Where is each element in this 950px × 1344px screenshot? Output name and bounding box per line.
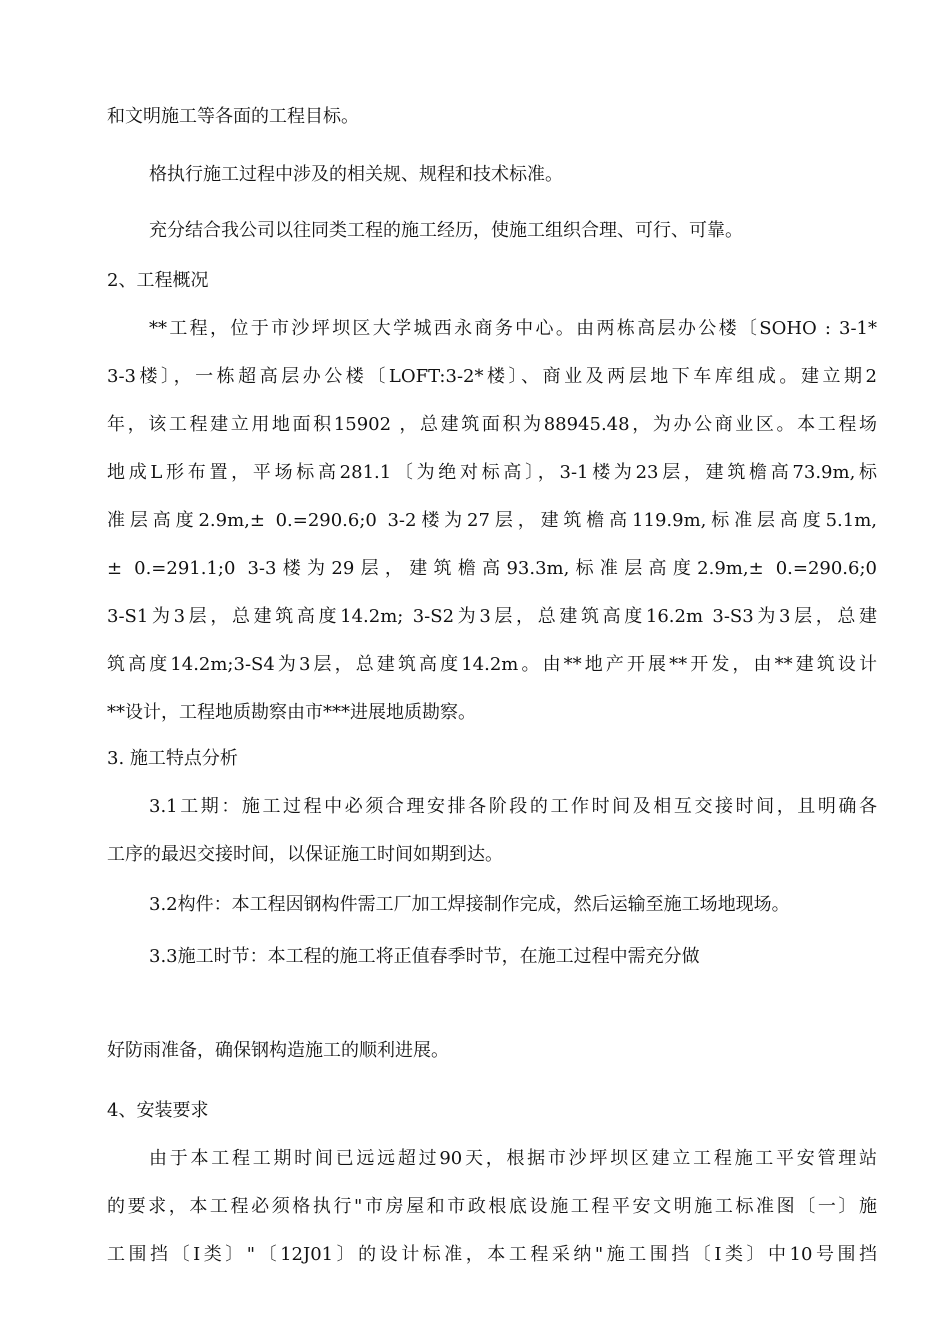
text-line: 筑高度14.2m;3-S4为3层，总建筑高度14.2m。由**地产开展**开发，由**建筑设计 xyxy=(107,654,877,675)
text-line: 充分结合我公司以往同类工程的施工经历，使施工组织合理、可行、可靠。 xyxy=(149,220,743,241)
text-line: 格执行施工过程中涉及的相关规、规程和技术标准。 xyxy=(149,164,563,185)
text-line: 准层高度2.9m,± 0.=290.6;0 3-2楼为27层，建筑檐高119.9m,标准层高度5.1m, xyxy=(107,510,877,531)
text-line: 由于本工程工期时间已远远超过90天，根据市沙坪坝区建立工程施工平安管理站 xyxy=(149,1148,877,1169)
section-heading: 2、工程概况 xyxy=(107,270,209,291)
text-line: 年，该工程建立用地面积15902 ，总建筑面积为88945.48，为办公商业区。本工程场 xyxy=(107,414,877,435)
text-line: 工序的最迟交接时间，以保证施工时间如期到达。 xyxy=(107,844,503,865)
text-line: 3-S1为3层，总建筑高度14.2m; 3-S2为3层，总建筑高度16.2m 3-S3为3层，总建 xyxy=(107,606,877,627)
text-line: 3.1工期：施工过程中必须合理安排各阶段的工作时间及相互交接时间，且明确各 xyxy=(149,796,877,817)
text-line: 好防雨准备，确保钢构造施工的顺利进展。 xyxy=(107,1040,449,1061)
text-line: 3.3施工时节：本工程的施工将正值春季时节，在施工过程中需充分做 xyxy=(149,946,700,967)
text-line: 3.2构件：本工程因钢构件需工厂加工焊接制作完成，然后运输至施工场地现场。 xyxy=(149,894,790,915)
text-line: 地成L形布置，平场标高281.1〔为绝对标高〕，3-1楼为23层，建筑檐高73.9m,标 xyxy=(107,462,877,483)
text-line: 和文明施工等各面的工程目标。 xyxy=(107,106,359,127)
section-heading: 3. 施工特点分析 xyxy=(107,748,238,769)
text-line: ± 0.=291.1;0 3-3楼为29层，建筑檐高93.3m,标准层高度2.9m,± 0.=290.6;0 xyxy=(107,558,877,579)
text-line: **工程，位于市沙坪坝区大学城西永商务中心。由两栋高层办公楼〔SOHO : 3-1* xyxy=(149,318,877,339)
section-heading: 4、安装要求 xyxy=(107,1100,209,1121)
text-line: 工围挡〔Ⅰ类〕"〔12J01〕的设计标准，本工程采纳"施工围挡〔Ⅰ类〕中10号围挡 xyxy=(107,1244,877,1265)
text-line: **设计，工程地质勘察由市***进展地质勘察。 xyxy=(107,702,476,723)
text-line: 的要求，本工程必须格执行"市房屋和市政根底设施工程平安文明施工标准图〔一〕施 xyxy=(107,1196,877,1217)
text-line: 3-3楼〕，一栋超高层办公楼〔LOFT:3-2*楼〕、商业及两层地下车库组成。建立期2 xyxy=(107,366,877,387)
